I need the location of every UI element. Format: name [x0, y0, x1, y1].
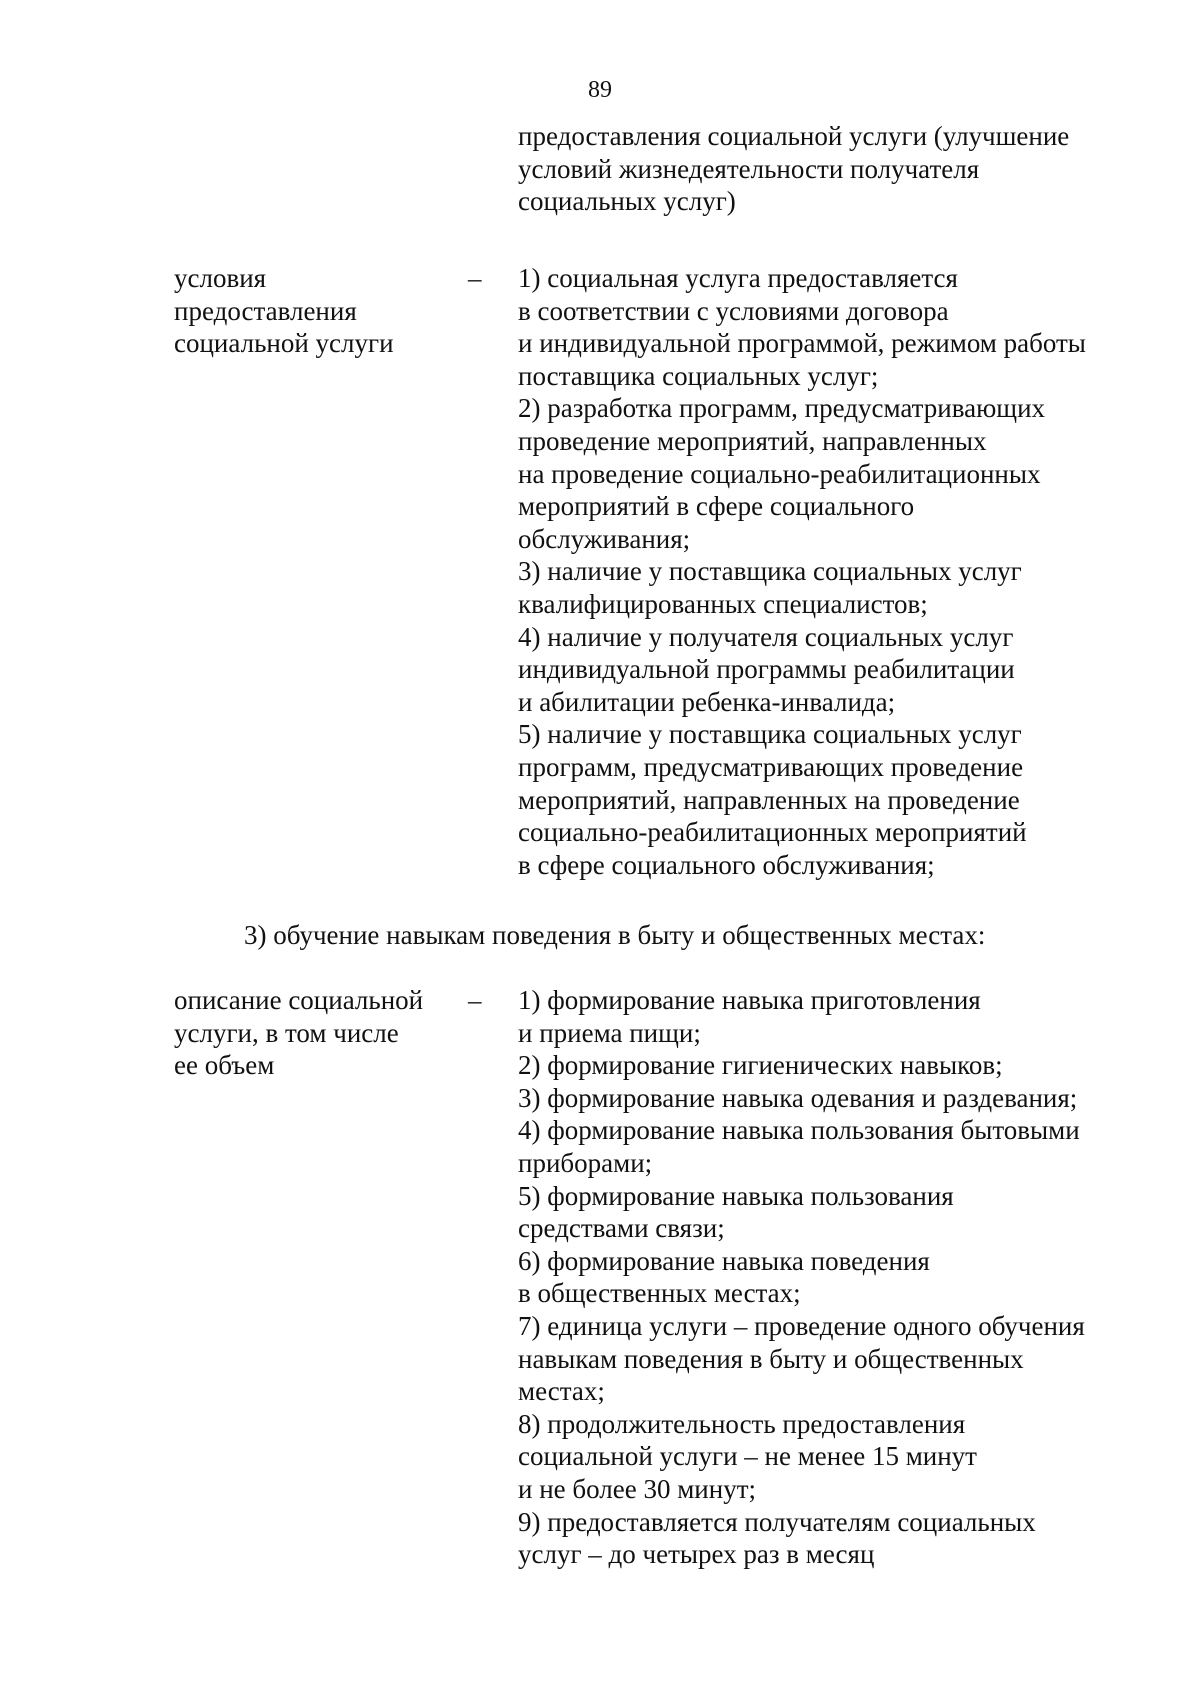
text-line: и не более 30 минут;: [518, 1473, 756, 1504]
text-line: условий жизнедеятельности получателя: [518, 153, 980, 184]
text-line: социально-реабилитационных мероприятий: [518, 817, 1027, 848]
text-line: 1) социальная услуга предоставляется: [518, 263, 958, 293]
text-line: обслуживания;: [518, 523, 691, 554]
conditions-label: [174, 262, 394, 360]
text-line: программ, предусматривающих проведение: [518, 751, 1024, 782]
label-line: услуги, в том числе: [174, 1017, 399, 1048]
text-line: в соответствии с условиями договора: [518, 295, 949, 326]
text-line: социальной услуги – не менее 15 минут: [518, 1441, 977, 1472]
label-line: условия: [174, 263, 267, 293]
text-line: социальных услуг): [518, 186, 736, 217]
text-line: индивидуальной программы реабилитации: [518, 654, 1015, 685]
text-line: предоставления социальной услуги (улучшение: [518, 121, 1070, 151]
text-line: и абилитации ребенка-инвалида;: [518, 686, 896, 717]
text-line: услуг – до четырех раз в месяц: [518, 1539, 875, 1570]
text-line: приборами;: [518, 1147, 653, 1178]
conditions-content: [518, 262, 1086, 881]
text-line: и индивидуальной программой, режимом работы: [518, 328, 1086, 359]
text-line: проведение мероприятий, направленных: [518, 425, 987, 456]
text-line: 3) формирование навыка одевания и раздевания;: [518, 1082, 1078, 1113]
text-line: мероприятий в сфере социального: [518, 491, 915, 522]
text-line: 3) наличие у поставщика социальных услуг: [518, 556, 1022, 587]
label-line: описание социальной: [174, 985, 424, 1015]
label-line: ее объем: [174, 1050, 275, 1081]
text-line: 5) наличие у поставщика социальных услуг: [518, 719, 1022, 750]
text-line: навыкам поведения в быту и общественных: [518, 1343, 1024, 1374]
text-line: поставщика социальных услуг;: [518, 360, 879, 391]
text-line: 7) единица услуги – проведение одного обучения: [518, 1310, 1085, 1341]
text-line: в общественных местах;: [518, 1278, 801, 1309]
text-line: 8) продолжительность предоставления: [518, 1408, 966, 1439]
text-line: мероприятий, направленных на проведение: [518, 784, 1020, 815]
text-line: 1) формирование навыка приготовления: [518, 985, 981, 1015]
text-line: средствами связи;: [518, 1213, 725, 1244]
text-line: местах;: [518, 1376, 605, 1407]
text-line: на проведение социально-реабилитационных: [518, 458, 1041, 489]
text-line: 6) формирование навыка поведения: [518, 1245, 930, 1276]
text-line: 2) формирование гигиенических навыков;: [518, 1050, 1003, 1081]
text-line: квалифицированных специалистов;: [518, 588, 928, 619]
conditions-dash: –: [468, 263, 482, 293]
page-number: 89: [588, 77, 612, 103]
text-line: 9) предоставляется получателям социальных: [518, 1506, 1036, 1537]
description-dash: –: [468, 985, 482, 1015]
text-line: 2) разработка программ, предусматривающих: [518, 393, 1046, 424]
section-heading: 3) обучение навыкам поведения в быту и общественных местах:: [244, 920, 986, 950]
continuation-text: [518, 120, 1069, 218]
label-line: социальной услуги: [174, 328, 394, 359]
label-line: предоставления: [174, 295, 357, 326]
text-line: 5) формирование навыка пользования: [518, 1180, 954, 1211]
description-label: [174, 984, 423, 1082]
text-line: 4) наличие у получателя социальных услуг: [518, 621, 1014, 652]
text-line: и приема пищи;: [518, 1017, 701, 1048]
text-line: 4) формирование навыка пользования бытовыми: [518, 1115, 1080, 1146]
text-line: в сфере социального обслуживания;: [518, 849, 935, 880]
description-content: [518, 984, 1085, 1571]
